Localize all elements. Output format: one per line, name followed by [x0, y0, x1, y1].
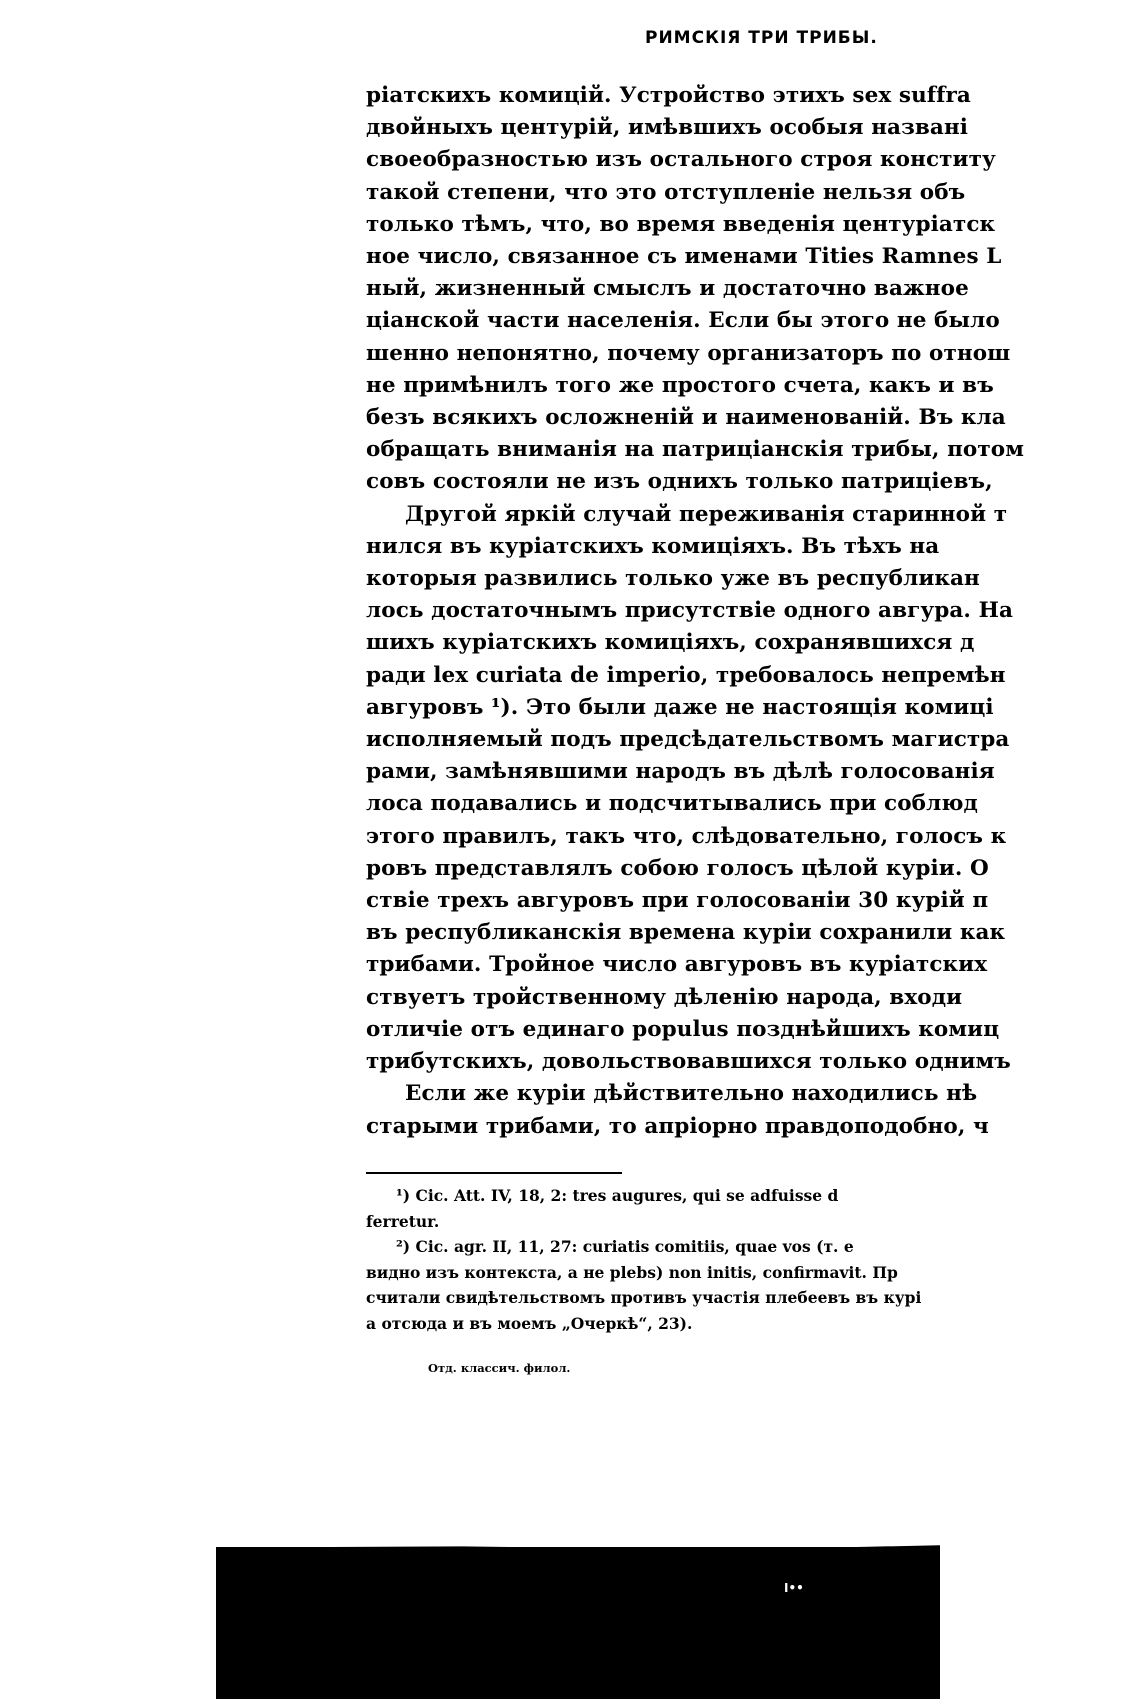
- body-line: ствуетъ тройственному дѣленію народа, входи: [366, 984, 963, 1010]
- body-line: безъ всякихъ осложненій и наименованій. Въ кла: [366, 405, 1006, 431]
- paragraph-start-line: Другой яркій случай переживанія старинной т: [405, 501, 1008, 527]
- body-line: ствіе трехъ авгуровъ при голосованіи 30 курій п: [366, 888, 989, 914]
- body-line: рами, замѣнявшими народъ въ дѣлѣ голосованія: [366, 759, 995, 785]
- body-line: своеобразностью изъ остального строя конститу: [366, 147, 996, 173]
- footnote-line: ferretur.: [366, 1211, 440, 1231]
- body-line: трибутскихъ, довольствовавшихся только однимъ: [366, 1049, 1011, 1075]
- footnotes: [366, 1183, 941, 1336]
- body-line: шихъ куріатскихъ комиціяхъ, сохранявшихся д: [366, 630, 975, 656]
- body-line: старыми трибами, то апріорно правдоподобно, ч: [366, 1113, 989, 1139]
- body-line: исполняемый подъ предсѣдательствомъ магистра: [366, 727, 1010, 753]
- body-line: такой степени, что это отступленіе нельзя объ: [366, 179, 966, 205]
- body-line: лоса подавались и подсчитывались при соблюд: [366, 791, 978, 817]
- body-line: въ республиканскія времена куріи сохранили как: [366, 920, 1006, 946]
- scan-mark: I••: [784, 1581, 804, 1595]
- body-line: этого правилъ, такъ что, слѣдовательно, голосъ к: [366, 823, 1007, 849]
- body-line: лось достаточнымъ присутствіе одного авгура. На: [366, 598, 1014, 624]
- body-line: не примѣнилъ того же простого счета, какъ и въ: [366, 372, 994, 398]
- paragraph-start-line: Если же куріи дѣйствительно находились нѣ: [405, 1081, 978, 1107]
- body-line: авгуровъ ¹). Это были даже не настоящія комиці: [366, 694, 994, 720]
- footnote-rule: [366, 1172, 622, 1174]
- body-line: ный, жизненный смыслъ и достаточно важное: [366, 276, 969, 302]
- body-line: совъ состояли не изъ однихъ только патриціевъ,: [366, 469, 993, 495]
- body-line: ріатскихъ комицій. Устройство этихъ sex suffra: [366, 83, 971, 108]
- body-line: двойныхъ центурій, имѣвшихъ особыя названі: [366, 115, 969, 141]
- printer-signature: Отд. классич. филол.: [428, 1361, 571, 1375]
- scan-speck: [932, 1554, 937, 1559]
- body-line: ціанской части населенія. Если бы этого не было: [366, 308, 1000, 334]
- body-line: отличіе отъ единаго populus позднѣйшихъ комиц: [366, 1016, 1000, 1042]
- footnote-2: ²) Cic. agr. II, 11, 27: curiatis comitiis, quae vos (т. е: [396, 1237, 854, 1256]
- body-line: ное число, связанное съ именами Tities Ramnes L: [366, 244, 1002, 270]
- footnote-line: видно изъ контекста, а не plebs) non initis, confirmavit. Пр: [366, 1262, 898, 1282]
- running-head: РИМСКІЯ ТРИ ТРИБЫ.: [645, 28, 878, 48]
- footnote-line: считали свидѣтельствомъ противъ участія плебеевъ въ курі: [366, 1288, 922, 1307]
- scan-black-margin: [216, 1547, 940, 1699]
- body-line: ради lex curiata de imperio, требовалось непремѣн: [366, 662, 1006, 688]
- body-line: которыя развились только уже въ республикан: [366, 566, 980, 592]
- body-line: обращать вниманія на патриціанскія трибы, потом: [366, 437, 1025, 463]
- footnote-1: ¹) Cic. Att. IV, 18, 2: tres augures, qui se adfuisse d: [396, 1186, 839, 1205]
- body-text: [366, 80, 1025, 1143]
- body-line: ровъ представлялъ собою голосъ цѣлой куріи. О: [366, 855, 989, 881]
- body-line: только тѣмъ, что, во время введенія центуріатск: [366, 211, 996, 237]
- body-line: нился въ куріатскихъ комиціяхъ. Въ тѣхъ на: [366, 533, 940, 559]
- body-line: трибами. Тройное число авгуровъ въ куріатских: [366, 952, 988, 978]
- body-line: шенно непонятно, почему организаторъ по отнош: [366, 340, 1011, 366]
- footnote-line: а отсюда и въ моемъ „Очеркѣ“, 23).: [366, 1313, 693, 1333]
